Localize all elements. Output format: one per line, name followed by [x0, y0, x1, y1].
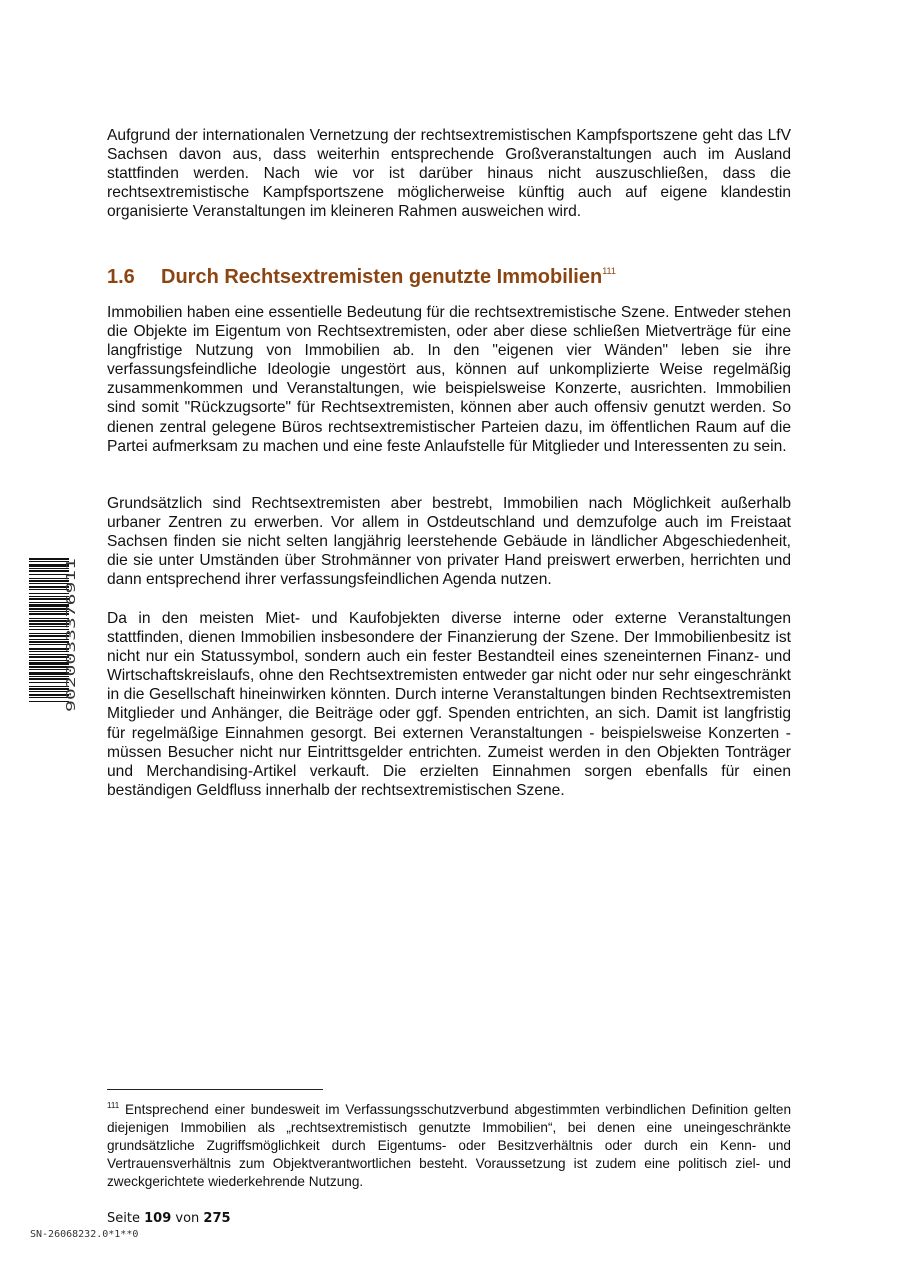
- barcode-bar: [29, 666, 69, 668]
- barcode-bar: [29, 574, 69, 575]
- barcode-bar: [29, 618, 69, 619]
- footnote-separator: [107, 1089, 323, 1090]
- barcode-bar: [29, 593, 69, 594]
- barcode-bar: [29, 654, 69, 655]
- barcode-bar: [29, 688, 69, 690]
- barcode-bar: [29, 578, 69, 579]
- section-heading: [107, 258, 616, 290]
- barcode-bar: [29, 678, 69, 680]
- barcode-bar: [29, 589, 69, 590]
- paragraph-immobilien-bedeutung: Immobilien haben eine essentielle Bedeutung für die rechtsextremistische Szene. Entweder stehen die Objekte im Eigentum von Rechtsextremisten, oder aber diese schließen Mietverträge für eine langfristige Nutzung von Immobilien ab. In den "eigenen vier Wänden" leben sie ihre verfassungsfeindliche Ideologie ungestört aus, können auf unkomplizierte Weise regelmäßig zusammenkommen und Veranstaltungen, wie beispielsweise Konzerte, ausrichten. Immobilien sind somit "Rückzugsorte" für Rechtsextremisten, können aber auch offensiv genutzt werden. So dienen zentral gelegene Büros rechtsextremistischer Parteien dazu, im öffentlichen Raum auf die Partei aufmerksam zu machen und eine feste Anlaufstelle für Mitglieder und Interessenten zu sein.: [107, 304, 791, 455]
- footnote: [107, 1097, 791, 1191]
- barcode-bar: [29, 596, 69, 597]
- barcode-bar: [29, 656, 69, 658]
- barcode-bar: [29, 639, 69, 640]
- barcode-bar: [29, 620, 69, 622]
- barcode-bar: [29, 570, 69, 572]
- paragraph-immobilien-finanzierung: Da in den meisten Miet- und Kaufobjekten diverse interne oder externe Veranstaltungen stattfinden, dienen Immobilien insbesondere der Finanzierung der Szene. Der Immobilienbesitz ist nicht nur ein Statussymbol, sondern auch ein fester Bestandteil eines szeneinternen Finanz- und Wirtschaftskreislaufs, ohne den Rechtsextremisten entweder gar nicht oder nur sehr eingeschränkt in die Gesellschaft hineinwirken könnten. Durch interne Veranstaltungen binden Rechtsextremisten Mitglieder und Anhänger, die Beiträge oder ggf. Spenden entrichten, an sich. Damit ist langfristig für regelmäßige Einnahmen gesorgt. Bei externen Veranstaltungen - beispielsweise Konzerten - müssen Besucher nicht nur Eintrittsgelder entrichten. Zumeist werden in den Objekten Tonträger und Merchandising-Artikel verkauft. Die erzielten Einnahmen sorgen ebenfalls für einen beständigen Geldfluss innerhalb der rechtsextremistischen Szene.: [107, 610, 791, 799]
- document-id: SN-26068232.0*1**0: [30, 1229, 139, 1240]
- barcode-icon: [29, 556, 79, 712]
- barcode-bar: [29, 635, 69, 637]
- barcode-bar: [29, 633, 69, 634]
- barcode-bar: [29, 558, 69, 560]
- section-number: 1.6: [107, 266, 135, 288]
- page-total: 275: [203, 1211, 231, 1226]
- footnote-text: Entsprechend einer bundesweit im Verfassungsschutzverbund abgestimmten verbindlichen Definition gelten diejenigen Immobilien als „rechtsextremistisch genutzte Immobilien“, bei denen eine uneingeschränkte grundsätzliche Zugriffsmöglichkeit durch Eigentums- oder Besitzverhältnis oder durch ein Kenn- und Vertrauensverhältnis zum Objektverantwortlichen besteht. Voraussetzung ist zudem eine politisch ziel- und zweckgerichtete wiederkehrende Nutzung.: [107, 1102, 792, 1189]
- barcode-bar: [29, 623, 69, 625]
- barcode-bar: [29, 608, 69, 610]
- barcode-bar: [29, 580, 69, 582]
- barcode-bar: [29, 694, 69, 696]
- barcode-bar: [29, 611, 69, 612]
- barcode-bar: [29, 701, 69, 702]
- paragraph-immobilien-erwerb: Grundsätzlich sind Rechtsextremisten aber bestrebt, Immobilien nach Möglichkeit außerhalb urbaner Zentren zu erwerben. Vor allem in Ostdeutschland und demzufolge auch im Freistaat Sachsen finden sie nicht selten langjährig leerstehende Gebäude in ländlicher Abgeschiedenheit, die sie unter Umständen über Strohmänner von privater Hand preiswert erwerben, herrichten und dann entsprechend ihrer verfassungsfeindlichen Agenda nutzen.: [107, 495, 791, 589]
- barcode-bar: [29, 662, 69, 665]
- page-current: 109: [144, 1211, 172, 1226]
- barcode-bar: [29, 561, 69, 562]
- footnote-number: 111: [107, 1101, 120, 1110]
- barcode-bar: [29, 660, 69, 661]
- barcode-bar: [29, 568, 69, 569]
- barcode-bar: [29, 626, 69, 627]
- barcode-bar: [29, 644, 69, 645]
- barcode-bar: [29, 682, 69, 683]
- paragraph-intro: Aufgrund der internationalen Vernetzung der rechtsextremistischen Kampfsportszene geht das LfV Sachsen davon aus, dass weiterhin entsprechende Großveranstaltungen auch im Ausland stattfinden werden. Nach wie vor ist darüber hinaus nicht auszuschließen, dass die rechtsextremistische Kampfsportszene möglicherweise künftig auch auf eigene klandestin organisierte Veranstaltungen im kleineren Rahmen ausweichen wird.: [107, 127, 791, 221]
- barcode: [29, 556, 79, 712]
- page-separator: von: [175, 1211, 200, 1226]
- barcode-bar: [29, 586, 69, 588]
- barcode-bar: [29, 676, 69, 677]
- barcode-bar: [29, 604, 69, 607]
- page-number: [107, 1211, 231, 1226]
- barcode-bar: [29, 686, 69, 687]
- barcode-bar: [29, 691, 69, 692]
- barcode-bar: [29, 641, 69, 643]
- barcode-bar: [29, 598, 69, 600]
- barcode-bar: [29, 651, 69, 652]
- barcode-bar: [29, 564, 69, 567]
- barcode-number: 9020033376911: [64, 618, 78, 712]
- page-prefix: Seite: [107, 1211, 140, 1226]
- barcode-bar: [29, 629, 69, 630]
- barcode-bar: [29, 583, 69, 584]
- barcode-bar: [29, 669, 69, 670]
- barcode-bar: [29, 697, 69, 698]
- barcode-bar: [29, 602, 69, 603]
- footnote-reference[interactable]: 111: [602, 266, 616, 276]
- barcode-bar: [29, 613, 69, 615]
- barcode-bar: [29, 672, 69, 675]
- section-title: Durch Rechtsextremisten genutzte Immobilien: [161, 266, 603, 288]
- barcode-bar: [29, 648, 69, 650]
